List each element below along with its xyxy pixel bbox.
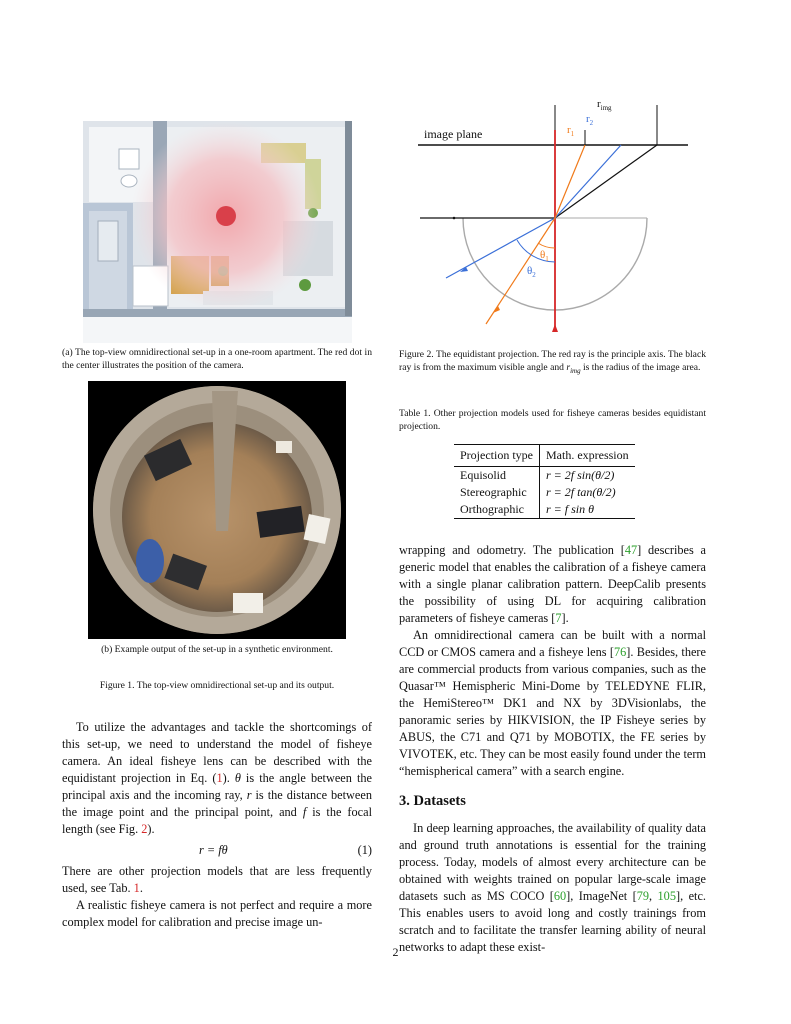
right-column [399,542,706,956]
figure-1-caption: Figure 1. The top-view omnidirectional set-up and its output. [99,680,335,691]
image-plane-label: image plane [424,127,483,141]
paragraph-other-models: There are other projection models that are less frequently used, see Tab. 1. [62,864,372,895]
theta1-label: $\theta_1$ [540,249,549,264]
citation-47[interactable]: 47 [624,543,638,557]
paragraph-omnidirectional-camera: An omnidirectional camera can be built with a normal CCD or CMOS camera and a fisheye lens [76]. Besides, there are commercial products from various companies, such as the Quasar™ Hemispheric Mini-Dome by TELEDYNE FLIR, the HemiStereo™ DK1 and NX by 3DVisionlabs, the panoramic series by HIKVISION, the IP Fisheye series by ABUS, the C71 and Q71 by MOBOTIX, the FE series by VIVOTEK, etc. They can be most easily found under the term “hemispherical camera” with a search engine. [399,628,706,778]
r-img-label: $r_{img}$ [597,98,612,113]
table-row [454,501,635,519]
tab-1-ref[interactable]: 1 [133,881,140,895]
table-cell: Orthographic [454,501,539,519]
figure-1a-caption: (a) The top-view omnidirectional set-up in a one-room apartment. The red dot in the center illustrates the position of the camera. [62,347,372,371]
table-cell: Stereographic [454,484,539,501]
figure-2-caption: Figure 2. The equidistant projection. The red ray is the principle axis. The black ray is from the maximum visible angle and $r_{img}$ is the radius of the image area. [399,349,706,375]
figure-1b-fisheye-image [88,381,346,639]
table-cell: r = 2f tan(θ/2) [545,485,616,499]
table-row [454,467,635,485]
figure-1a-apartment-image [83,121,352,343]
table-row [454,484,635,501]
equation-1-number: (1) [357,843,372,857]
table-1-caption: Table 1. Other projection models used for fisheye cameras besides equidistant projection. [399,408,706,432]
paragraph-projection-intro: To utilize the advantages and tackle the shortcomings of this set-up, we need to understand the model of fisheye camera. An ideal fisheye lens can be described with the equidistant projection in Eq. (1). θ is the angle between the principal axis and the incoming ray, r is the distance between the image point and the principal point, and f is the focal length (see Fig. 2). [62,720,373,836]
r1-label: $r_1$ [567,124,575,139]
table-cell: Equisolid [454,467,539,485]
paragraph-datasets: In deep learning approaches, the availability of quality data and ground truth annotations is essential for the training process. Today, models of almost every architecture can be obtained with weights trained on popular large-scale image datasets such as MS COCO [60], ImageNet [79, 105], etc. This enables users to avoid long and costly trainings from scratch and to facilitate the transfer learning ability of neural networks to adapt these exist- [399,821,706,954]
citation-76[interactable]: 76 [613,645,627,659]
table-cell: r = f sin θ [539,501,634,519]
table-1 [454,444,635,519]
citation-105[interactable]: 105 [657,889,676,903]
table-header-row [454,445,635,467]
table-header-math-expression: Math. expression [539,445,634,467]
citation-60[interactable]: 60 [553,889,567,903]
r2-label: $r_2$ [586,113,594,128]
theta2-label: $\theta_2$ [527,265,536,280]
page-number: 2 [392,945,399,959]
equation-1-body: r = fθ [199,843,228,857]
citation-79[interactable]: 79 [636,889,650,903]
fig-2-ref[interactable]: 2 [141,822,148,836]
table-header-projection-type: Projection type [454,445,539,467]
eq-1-ref[interactable]: 1 [216,771,223,785]
left-column [62,719,372,931]
figure-1b-caption: (b) Example output of the set-up in a synthetic environment. [101,644,333,655]
paragraph-realistic-fisheye: A realistic fisheye camera is not perfect and require a more complex model for calibration and precise image un- [62,898,372,929]
citation-7[interactable]: 7 [555,611,562,625]
paragraph-calibration: wrapping and odometry. The publication [47] describes a generic model that enables the calibration of a fisheye camera with a single planar calibration pattern. DeepCalib presents the possibility of using DL for acquiring calibration parameters of fisheye cameras [7]. [399,543,706,625]
equation-1 [62,839,372,863]
section-heading-datasets: 3. Datasets [399,793,466,809]
table-cell: r = 2f sin(θ/2) [545,468,615,482]
